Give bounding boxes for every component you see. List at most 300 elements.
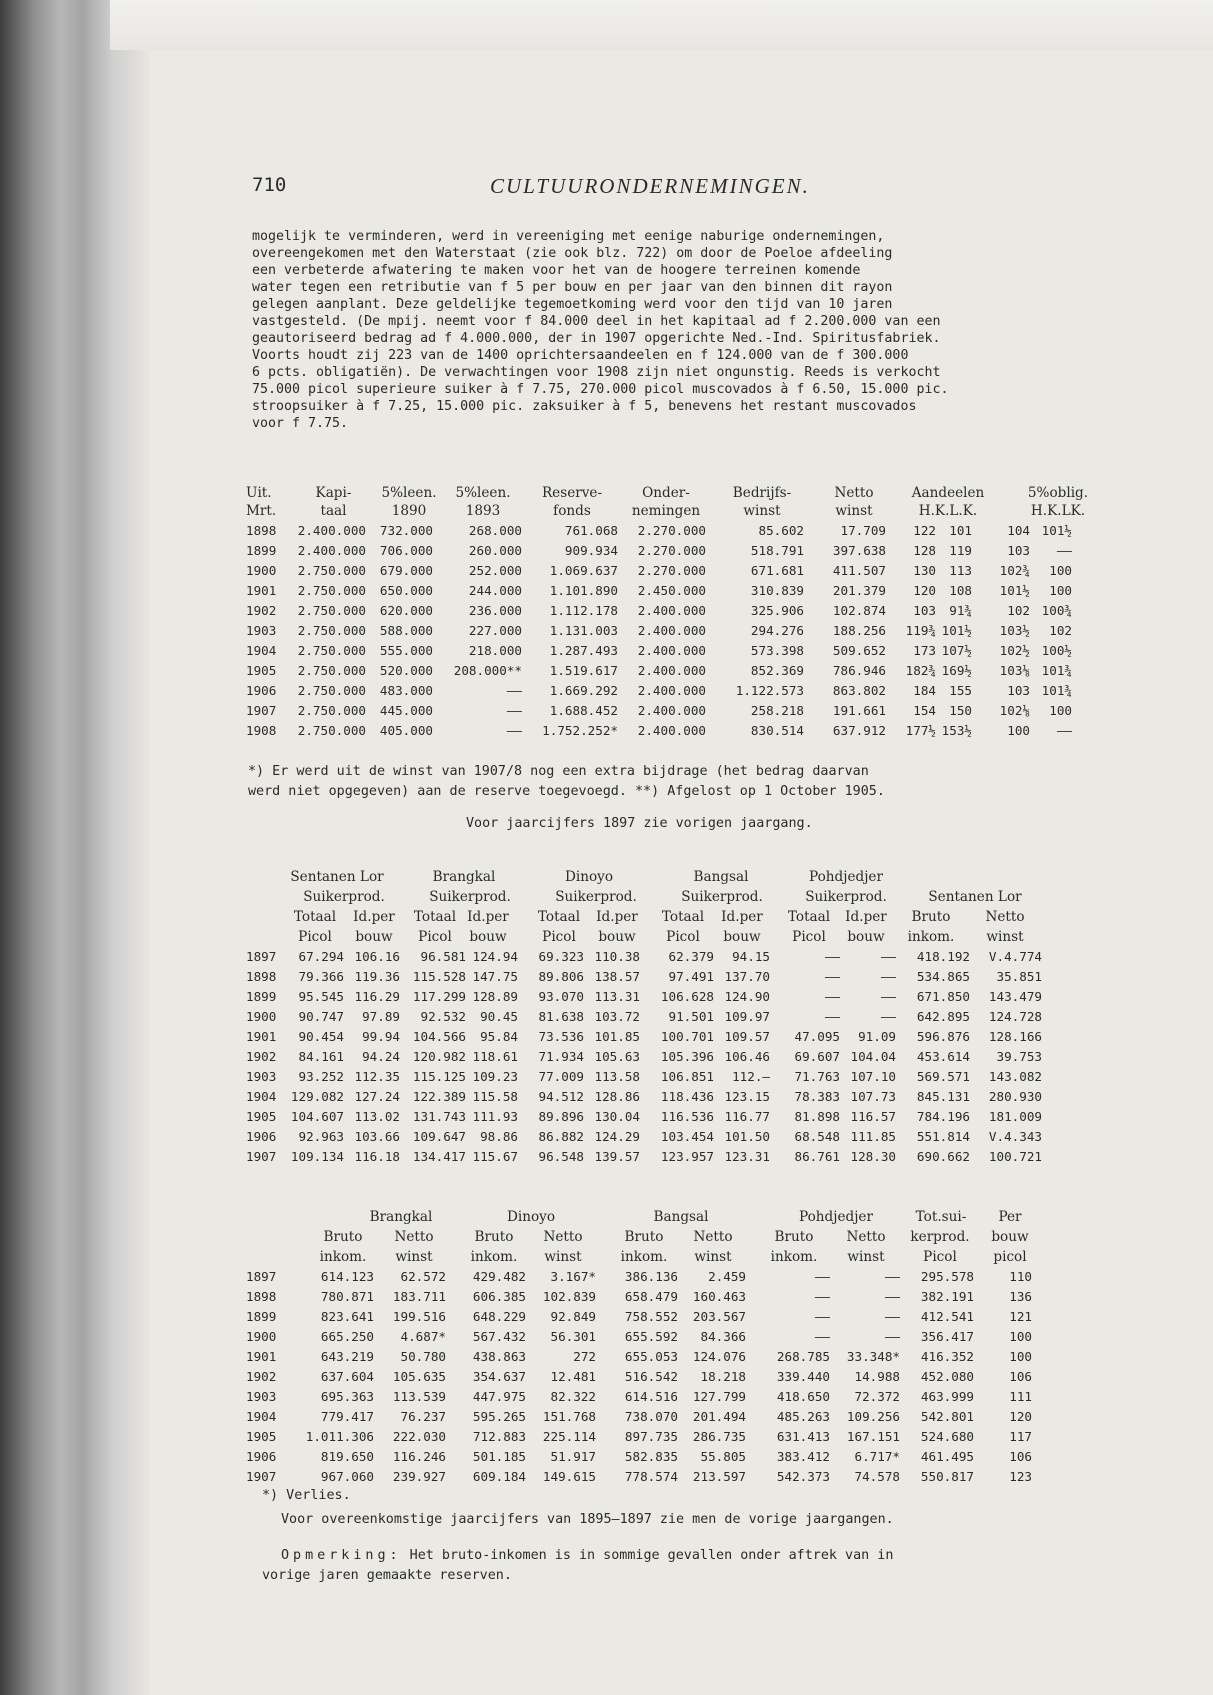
table2-head-cell: Netto xyxy=(985,909,1025,925)
table3-cell: 116.246 xyxy=(392,1449,446,1464)
table1-cell: 218.000 xyxy=(468,643,522,658)
table2-cell: 62.379 xyxy=(668,949,714,964)
table3-cell: 582.835 xyxy=(624,1449,678,1464)
table1-cell: 252.000 xyxy=(468,563,522,578)
table1-cell: 294.276 xyxy=(750,623,804,638)
table2-cell: 134.417 xyxy=(412,1149,466,1164)
table2-cell: 77.009 xyxy=(538,1069,584,1084)
table2-cell: 1906 xyxy=(246,1129,277,1144)
table1-cell: 103½ xyxy=(999,623,1030,638)
table1-cell: 518.791 xyxy=(750,543,804,558)
table1-header-cell: winst xyxy=(835,503,873,519)
table1-header-cell: 5%leen. xyxy=(455,485,511,501)
table1-cell: 208.000** xyxy=(453,663,522,678)
table1-header-cell: nemingen xyxy=(631,503,701,519)
table1-cell: 2.400.000 xyxy=(637,703,706,718)
table2-cell: 78.383 xyxy=(794,1089,840,1104)
table1-cell: 258.218 xyxy=(750,703,804,718)
table1-cell: 120 xyxy=(913,583,936,598)
table2-cell: 116.18 xyxy=(354,1149,400,1164)
table3-cell: 1898 xyxy=(246,1289,277,1304)
table2-head-row xyxy=(246,928,1106,946)
table1-cell: 113 xyxy=(949,563,972,578)
financial-table xyxy=(246,485,1106,758)
table3-cell: 203.567 xyxy=(692,1309,746,1324)
table2-cell: 137.70 xyxy=(724,969,770,984)
table2-cell: 107.10 xyxy=(850,1069,896,1084)
table2-cell: 103.66 xyxy=(354,1129,400,1144)
table3-cell: 117 xyxy=(1009,1429,1032,1444)
table1-cell: 119 xyxy=(949,543,972,558)
table1-cell: 1907 xyxy=(246,703,277,718)
table1-cell: 909.934 xyxy=(564,543,618,558)
table2-head-cell: Picol xyxy=(298,929,332,945)
table1-cell: 1898 xyxy=(246,523,277,538)
table3-cell: 14.988 xyxy=(854,1369,900,1384)
table3-cell: 429.482 xyxy=(472,1269,526,1284)
table1-cell: 483.000 xyxy=(379,683,433,698)
table2-cell: 86.882 xyxy=(538,1129,584,1144)
table3-cell: 438.863 xyxy=(472,1349,526,1364)
table2-cell: 92.532 xyxy=(420,1009,466,1024)
table2-cell: 106.851 xyxy=(660,1069,714,1084)
table2-head-cell: bouw xyxy=(355,929,393,945)
table2-cell: 845.131 xyxy=(916,1089,970,1104)
table3-head-cell: Bruto xyxy=(624,1229,664,1245)
table3-cell: 778.574 xyxy=(624,1469,678,1484)
table3-cell: 56.301 xyxy=(550,1329,596,1344)
table1-cell: 1.752.252* xyxy=(542,723,618,738)
table3-cell: 1902 xyxy=(246,1369,277,1384)
table3-cell: 199.516 xyxy=(392,1309,446,1324)
intro-line: Voorts houdt zij 223 van de 1400 oprichtersaandeelen en f 124.000 van de f 300.000 xyxy=(252,348,909,363)
table3-cell: 542.373 xyxy=(776,1469,830,1484)
table1-row xyxy=(246,682,1106,700)
table3-cell: —— xyxy=(884,1269,900,1284)
table1-cell: —— xyxy=(1056,723,1072,738)
table2-cell: —— xyxy=(880,949,896,964)
table3-cell: 779.417 xyxy=(320,1409,374,1424)
table1-cell: 130 xyxy=(913,563,936,578)
table1-cell: 100 xyxy=(1049,583,1072,598)
table2-cell: 71.934 xyxy=(538,1049,584,1064)
table1-cell: 155 xyxy=(949,683,972,698)
table2-sub-cell: Suikerprod. xyxy=(303,889,385,905)
table2-group-cell: Brangkal xyxy=(432,869,496,885)
table1-cell: 2.400.000 xyxy=(637,603,706,618)
table1-cell: 310.839 xyxy=(750,583,804,598)
table1-cell: 2.450.000 xyxy=(637,583,706,598)
table3-cell: 658.479 xyxy=(624,1289,678,1304)
table3-row xyxy=(246,1368,1106,1386)
book-page-edges xyxy=(0,0,150,1695)
table2-cell: 1899 xyxy=(246,989,277,1004)
table2-cell: 68.548 xyxy=(794,1129,840,1144)
table2-cell: 280.930 xyxy=(988,1089,1042,1104)
table2-cell: 35.851 xyxy=(996,969,1042,984)
table2-cell: 94.24 xyxy=(362,1049,400,1064)
table1-cell: 103 xyxy=(1007,683,1030,698)
table1-cell: 17.709 xyxy=(840,523,886,538)
table2-row xyxy=(246,1068,1106,1086)
table1-cell: 679.000 xyxy=(379,563,433,578)
table2-cell: 69.607 xyxy=(794,1049,840,1064)
table2-cell: 123.15 xyxy=(724,1089,770,1104)
table2-head-row xyxy=(246,908,1106,926)
table3-cell: 738.070 xyxy=(624,1409,678,1424)
table2-group-cell: Bangsal xyxy=(693,869,749,885)
table1-cell: 620.000 xyxy=(379,603,433,618)
table3-cell: 648.229 xyxy=(472,1309,526,1324)
table2-cell: 1898 xyxy=(246,969,277,984)
table2-cell: 123.957 xyxy=(660,1149,714,1164)
table3-cell: 567.432 xyxy=(472,1329,526,1344)
table1-cell: 2.270.000 xyxy=(637,543,706,558)
table2-sub-cell: Suikerprod. xyxy=(805,889,887,905)
table1-cell: 101¾ xyxy=(1041,663,1072,678)
table1-row xyxy=(246,582,1106,600)
table1-cell: 1.069.637 xyxy=(549,563,618,578)
table2-cell: 93.070 xyxy=(538,989,584,1004)
table1-cell: 325.906 xyxy=(750,603,804,618)
table3-row xyxy=(246,1428,1106,1446)
table2-cell: 106.16 xyxy=(354,949,400,964)
table2-cell: 84.161 xyxy=(298,1049,344,1064)
table3-cell: 295.578 xyxy=(920,1269,974,1284)
table2-head-cell: bouw xyxy=(598,929,636,945)
table2-row xyxy=(246,1048,1106,1066)
table1-cell: 227.000 xyxy=(468,623,522,638)
table1-cell: 732.000 xyxy=(379,523,433,538)
table3-cell: 447.975 xyxy=(472,1389,526,1404)
table2-cell: 106.628 xyxy=(660,989,714,1004)
table2-cell: 128.89 xyxy=(472,989,518,1004)
table1-cell: 153½ xyxy=(941,723,972,738)
table1-cell: 2.400.000 xyxy=(637,643,706,658)
table2-cell: 81.898 xyxy=(794,1109,840,1124)
intro-line: stroopsuiker à f 7.25, 15.000 pic. zaksuiker à f 5, benevens het restant muscovados xyxy=(252,399,917,414)
intro-line: 75.000 picol superieure suiker à f 7.75, 270.000 picol muscovados à f 6.50, 15.000 pic. xyxy=(252,382,949,397)
table3-cell: 1897 xyxy=(246,1269,277,1284)
table2-cell: 116.57 xyxy=(850,1109,896,1124)
table2-cell: 116.536 xyxy=(660,1109,714,1124)
table1-cell: 100 xyxy=(1049,563,1072,578)
table2-cell: V.4.774 xyxy=(988,949,1042,964)
table2-cell: 91.501 xyxy=(668,1009,714,1024)
table1-header-cell: Reserve- xyxy=(541,485,603,501)
table2-cell: 129.082 xyxy=(290,1089,344,1104)
table2-cell: 95.545 xyxy=(298,989,344,1004)
table1-cell: 244.000 xyxy=(468,583,522,598)
table3-group-row xyxy=(246,1208,1106,1226)
remark-label: Opmerking: xyxy=(281,1548,402,1563)
table2-cell: 69.323 xyxy=(538,949,584,964)
table1-cell: 2.750.000 xyxy=(297,703,366,718)
table1-cell: 1902 xyxy=(246,603,277,618)
table3-cell: 124.076 xyxy=(692,1349,746,1364)
table3-cell: 606.385 xyxy=(472,1289,526,1304)
table3-cell: 18.218 xyxy=(700,1369,746,1384)
table3-row xyxy=(246,1268,1106,1286)
table2-cell: 784.196 xyxy=(916,1109,970,1124)
table1-cell: 177½ xyxy=(905,723,936,738)
table3-row xyxy=(246,1468,1106,1486)
table3-head-cell: bouw xyxy=(991,1229,1029,1245)
table3-cell: 62.572 xyxy=(400,1269,446,1284)
table2-cell: 127.24 xyxy=(354,1089,400,1104)
table3-head-cell: Netto xyxy=(693,1229,733,1245)
table2-sub-cell: Suikerprod. xyxy=(429,889,511,905)
table1-cell: 1.101.890 xyxy=(549,583,618,598)
table1-row xyxy=(246,602,1106,620)
intro-line: een verbeterde afwatering te maken voor het van de hoogere terreinen komende xyxy=(252,263,861,278)
table1-header-cell: H.K.LK. xyxy=(1030,503,1086,519)
table3-cell: 100 xyxy=(1009,1329,1032,1344)
table3-row xyxy=(246,1328,1106,1346)
table2-cell: —— xyxy=(824,969,840,984)
table1-cell: 2.750.000 xyxy=(297,583,366,598)
table2-head-cell: bouw xyxy=(723,929,761,945)
page-header xyxy=(252,174,1082,204)
table1-header-cell: Bedrijfs- xyxy=(732,485,792,501)
table3-cell: 160.463 xyxy=(692,1289,746,1304)
table2-cell: 98.86 xyxy=(480,1129,518,1144)
table2-cell: 130.04 xyxy=(594,1109,640,1124)
table1-cell: 852.369 xyxy=(750,663,804,678)
table3-cell: 655.053 xyxy=(624,1349,678,1364)
table2-cell: —— xyxy=(880,969,896,984)
table1-cell: 761.068 xyxy=(564,523,618,538)
table2-head-cell: bouw xyxy=(847,929,885,945)
table1-cell: 1899 xyxy=(246,543,277,558)
table2-cell: 596.876 xyxy=(916,1029,970,1044)
table2-cell: 99.94 xyxy=(362,1029,400,1044)
table2-row xyxy=(246,1128,1106,1146)
table1-cell: 405.000 xyxy=(379,723,433,738)
table3-row xyxy=(246,1448,1106,1466)
table3-cell: 637.604 xyxy=(320,1369,374,1384)
table2-cell: 124.728 xyxy=(988,1009,1042,1024)
table1-header-cell: Uit. xyxy=(246,485,272,501)
table3-cell: 286.735 xyxy=(692,1429,746,1444)
table3-cell: 110 xyxy=(1009,1269,1032,1284)
table2-cell: 91.09 xyxy=(858,1029,896,1044)
table2-cell: 111.85 xyxy=(850,1129,896,1144)
table3-head-cell: inkom. xyxy=(319,1249,367,1265)
table1-cell: 1901 xyxy=(246,583,277,598)
table2-sub-cell: Sentanen Lor xyxy=(928,889,1022,905)
table3-cell: 82.322 xyxy=(550,1389,596,1404)
intro-line: geautoriseerd bedrag ad f 4.000.000, der in 1907 opgerichte Ned.-Ind. Spiritusfabriek. xyxy=(252,331,941,346)
table2-cell: 115.67 xyxy=(472,1149,518,1164)
table2-row xyxy=(246,1108,1106,1126)
table2-cell: 115.528 xyxy=(412,969,466,984)
table2-cell: 92.963 xyxy=(298,1129,344,1144)
table2-cell: 124.94 xyxy=(472,949,518,964)
table3-head-cell: Netto xyxy=(394,1229,434,1245)
table2-cell: 79.366 xyxy=(298,969,344,984)
table2-row xyxy=(246,1088,1106,1106)
table3-cell: 105.635 xyxy=(392,1369,446,1384)
table1-cell: 102.874 xyxy=(832,603,886,618)
table3-cell: 1.011.306 xyxy=(305,1429,374,1444)
remark xyxy=(281,1548,893,1563)
table2-cell: 122.389 xyxy=(412,1089,466,1104)
table3-cell: 123 xyxy=(1009,1469,1032,1484)
table3-cell: 524.680 xyxy=(920,1429,974,1444)
table3-cell: 655.592 xyxy=(624,1329,678,1344)
table3-cell: 712.883 xyxy=(472,1429,526,1444)
intro-line: mogelijk te verminderen, werd in vereeniging met eenige naburige ondernemingen, xyxy=(252,229,885,244)
table3-head-cell: Netto xyxy=(543,1229,583,1245)
table3-group-cell: Pohdjedjer xyxy=(799,1209,873,1225)
table3-head-cell: winst xyxy=(694,1249,732,1265)
table2-cell: 100.721 xyxy=(988,1149,1042,1164)
table1-cell: 863.802 xyxy=(832,683,886,698)
table2-cell: 569.571 xyxy=(916,1069,970,1084)
table1-header-cell: Onder- xyxy=(642,485,690,501)
footnote-line: werd niet opgegeven) aan de reserve toegevoegd. **) Afgelost op 1 October 1905. xyxy=(248,784,885,799)
table2-cell: 104.04 xyxy=(850,1049,896,1064)
table2-head-cell: Totaal xyxy=(661,909,705,925)
table3-row xyxy=(246,1288,1106,1306)
table1-header-cell: 1893 xyxy=(465,503,501,519)
table2-cell: —— xyxy=(824,989,840,1004)
table3-row xyxy=(246,1388,1106,1406)
table3-cell: 120 xyxy=(1009,1409,1032,1424)
table1-cell: 1900 xyxy=(246,563,277,578)
table1-cell: 1904 xyxy=(246,643,277,658)
table1-cell: 1903 xyxy=(246,623,277,638)
table1-cell: 706.000 xyxy=(379,543,433,558)
table1-cell: 445.000 xyxy=(379,703,433,718)
table2-cell: 1901 xyxy=(246,1029,277,1044)
table3-cell: 111 xyxy=(1009,1389,1032,1404)
table1-header-cell: Mrt. xyxy=(246,503,277,519)
table1-header-cell: 5%leen. xyxy=(381,485,437,501)
table1-cell: 786.946 xyxy=(832,663,886,678)
intro-line: overeengekomen met den Waterstaat (zie ook blz. 722) om door de Poeloe afdeeling xyxy=(252,246,893,261)
table2-cell: V.4.343 xyxy=(988,1129,1042,1144)
table1-cell: 102½ xyxy=(999,643,1030,658)
table2-cell: 109.97 xyxy=(724,1009,770,1024)
table3-head-cell: kerprod. xyxy=(910,1229,970,1245)
table3-cell: 1899 xyxy=(246,1309,277,1324)
table2-cell: 131.743 xyxy=(412,1109,466,1124)
table1-cell: 119¾ xyxy=(905,623,936,638)
table2-cell: 104.566 xyxy=(412,1029,466,1044)
table1-cell: 1.287.493 xyxy=(549,643,618,658)
table1-cell: 100 xyxy=(1049,703,1072,718)
table2-cell: 111.93 xyxy=(472,1109,518,1124)
table2-cell: 105.63 xyxy=(594,1049,640,1064)
table1-cell: 1.122.573 xyxy=(735,683,804,698)
table2-cell: 128.30 xyxy=(850,1149,896,1164)
table2-cell: 97.491 xyxy=(668,969,714,984)
scan-top-margin xyxy=(110,0,1213,50)
table2-cell: 90.454 xyxy=(298,1029,344,1044)
table1-cell: 2.400.000 xyxy=(637,663,706,678)
table1-cell: 1.669.292 xyxy=(549,683,618,698)
table2-cell: 1900 xyxy=(246,1009,277,1024)
table3-cell: 412.541 xyxy=(920,1309,974,1324)
table3-cell: —— xyxy=(814,1289,830,1304)
table3-head-row xyxy=(246,1228,1106,1246)
table3-cell: 3.167* xyxy=(550,1269,596,1284)
table2-head-cell: Bruto xyxy=(911,909,951,925)
table1-cell: 103 xyxy=(1007,543,1030,558)
table1-cell: 2.750.000 xyxy=(297,663,366,678)
footnote-table3: *) Verlies. xyxy=(262,1488,351,1503)
table2-row xyxy=(246,1008,1106,1026)
table2-cell: 128.86 xyxy=(594,1089,640,1104)
running-title: CULTUURONDERNEMINGEN. xyxy=(490,174,810,198)
table1-header-cell: Kapi- xyxy=(315,485,352,501)
table1-cell: 411.507 xyxy=(832,563,886,578)
table3-group-cell: Bangsal xyxy=(653,1209,709,1225)
table3-cell: 222.030 xyxy=(392,1429,446,1444)
table3-cell: 1903 xyxy=(246,1389,277,1404)
table2-cell: 73.536 xyxy=(538,1029,584,1044)
intro-paragraph xyxy=(252,228,1102,432)
remark-text: Het bruto-inkomen is in sommige gevallen onder aftrek van in xyxy=(401,1548,894,1563)
table2-cell: 128.166 xyxy=(988,1029,1042,1044)
table1-header-row xyxy=(246,484,1106,502)
remark-continuation: vorige jaren gemaakte reserven. xyxy=(262,1568,512,1583)
table2-row xyxy=(246,1148,1106,1166)
table2-head-cell: Totaal xyxy=(787,909,831,925)
table1-cell: 169½ xyxy=(941,663,972,678)
footnote-table1 xyxy=(248,762,885,802)
table3-head-cell: Netto xyxy=(846,1229,886,1245)
table2-head-cell: Picol xyxy=(666,929,700,945)
table3-cell: 631.413 xyxy=(776,1429,830,1444)
table2-cell: 1907 xyxy=(246,1149,277,1164)
table1-cell: 2.750.000 xyxy=(297,623,366,638)
table3-cell: 225.114 xyxy=(542,1429,596,1444)
table1-cell: 100½ xyxy=(1041,643,1072,658)
table3-cell: 4.687* xyxy=(400,1329,446,1344)
table3-cell: 113.539 xyxy=(392,1389,446,1404)
table1-cell: 1.519.617 xyxy=(549,663,618,678)
table2-cell: 86.761 xyxy=(794,1149,840,1164)
table1-cell: 101¾ xyxy=(1041,683,1072,698)
table3-cell: 72.372 xyxy=(854,1389,900,1404)
table3-head-cell: Bruto xyxy=(474,1229,514,1245)
table3-group-cell: Dinoyo xyxy=(506,1209,556,1225)
table1-cell: 397.638 xyxy=(832,543,886,558)
table2-cell: 116.77 xyxy=(724,1109,770,1124)
table2-cell: 112.— xyxy=(732,1069,770,1084)
income-table xyxy=(246,1208,1106,1488)
page-number: 710 xyxy=(252,174,287,196)
table3-cell: 121 xyxy=(1009,1309,1032,1324)
table2-cell: 109.23 xyxy=(472,1069,518,1084)
table3-head-cell: inkom. xyxy=(470,1249,518,1265)
table3-cell: 74.578 xyxy=(854,1469,900,1484)
table2-cell: 671.850 xyxy=(916,989,970,1004)
table3-cell: 136 xyxy=(1009,1289,1032,1304)
table2-cell: 418.192 xyxy=(916,949,970,964)
table2-cell: 100.701 xyxy=(660,1029,714,1044)
table3-cell: 819.650 xyxy=(320,1449,374,1464)
table1-header-cell: taal xyxy=(320,503,347,519)
table2-cell: 110.38 xyxy=(594,949,640,964)
table1-row xyxy=(246,722,1106,740)
table3-cell: 84.366 xyxy=(700,1329,746,1344)
table3-head-cell: Bruto xyxy=(323,1229,363,1245)
table3-cell: 614.516 xyxy=(624,1389,678,1404)
